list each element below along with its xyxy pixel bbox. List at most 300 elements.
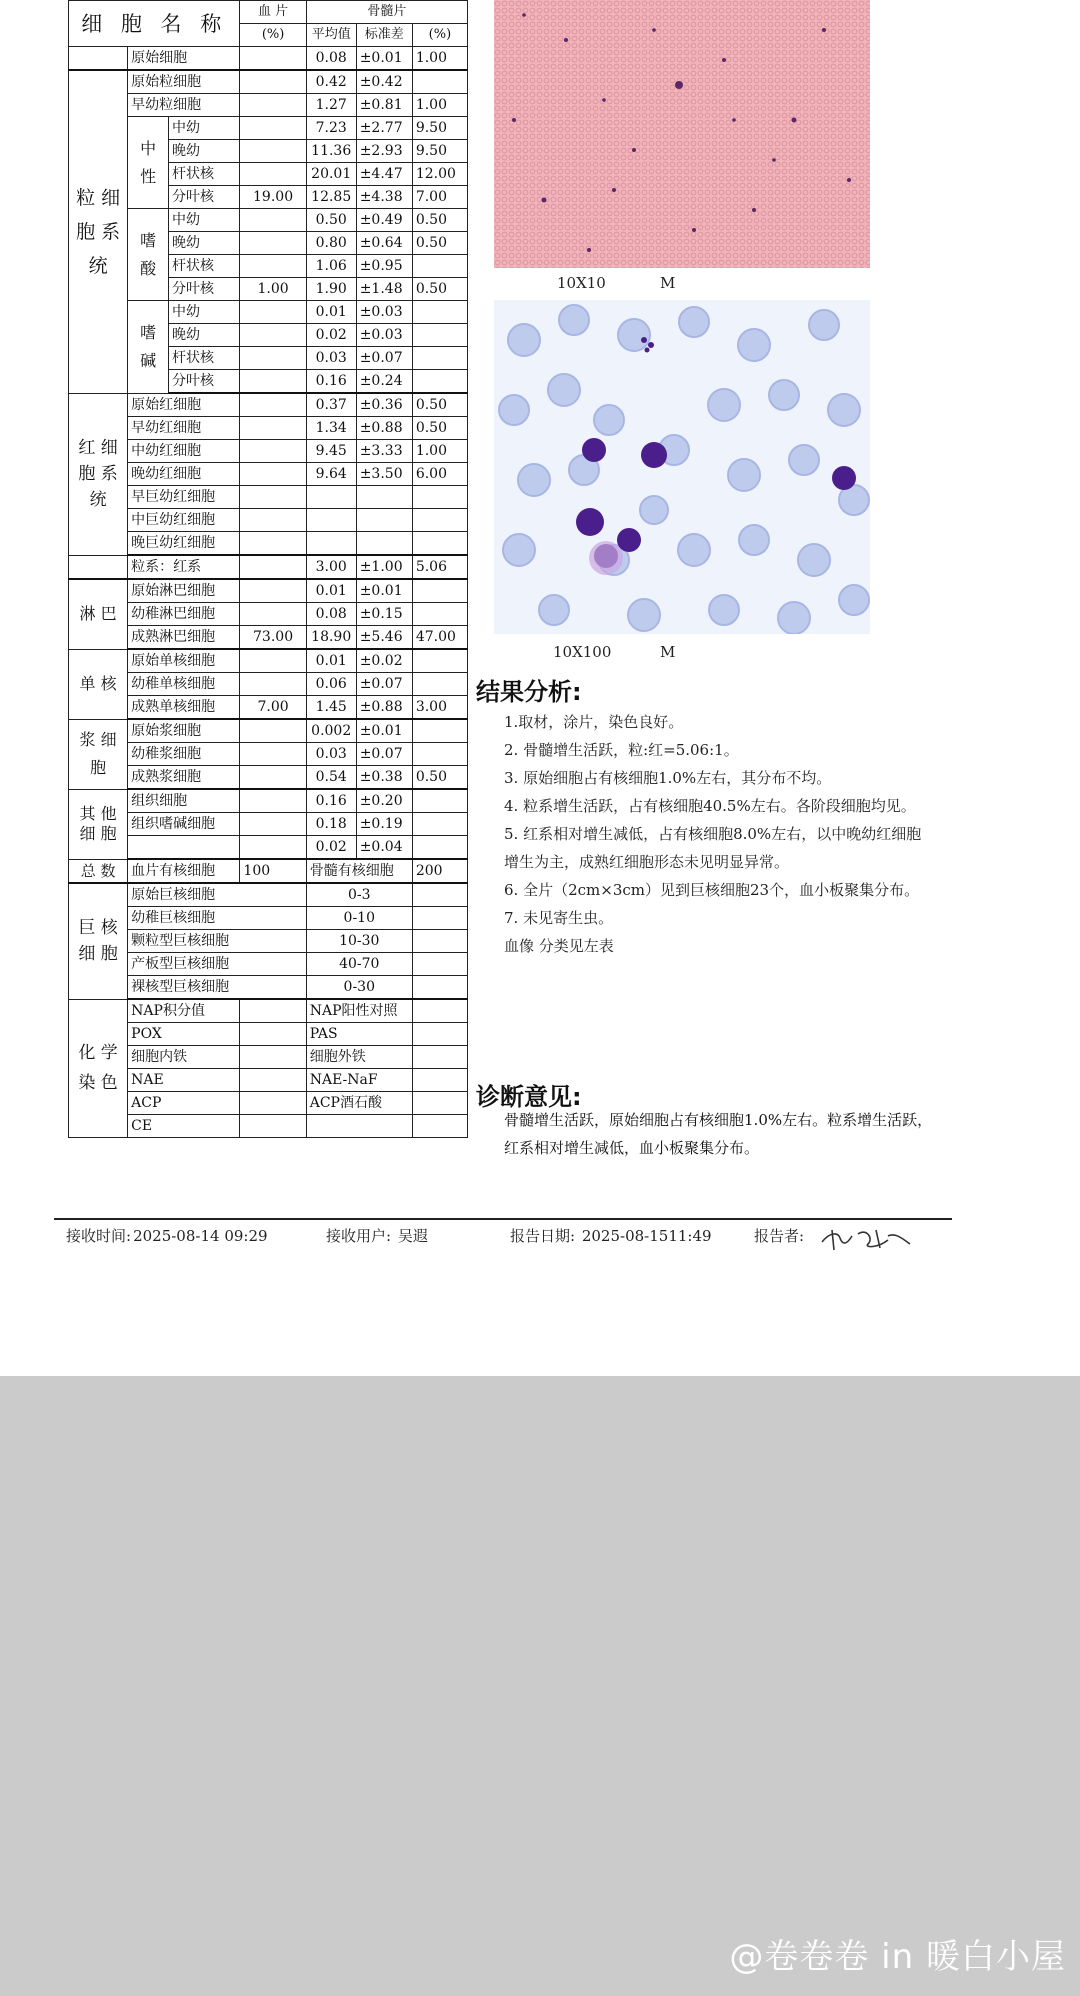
row-blood	[240, 673, 306, 696]
row-blood	[240, 719, 306, 743]
row-pct: 0.50	[412, 417, 467, 440]
row-sd: ±0.01	[356, 47, 412, 71]
row-sd: ±2.93	[356, 140, 412, 163]
stain-name: 细胞外铁	[306, 1046, 412, 1069]
row-name: 晚幼	[168, 140, 239, 163]
stain-value	[412, 1069, 467, 1092]
table-header-row-1	[69, 1, 468, 24]
stain-name: ACP	[128, 1092, 240, 1115]
analysis-line: 3. 原始细胞占有核细胞1.0%左右，其分布不均。	[504, 769, 832, 787]
analysis-line: 血像 分类见左表	[504, 937, 614, 955]
table-row	[69, 626, 468, 650]
row-mean: 0.01	[306, 649, 356, 673]
mega-value	[412, 953, 467, 976]
row-name: 幼稚浆细胞	[128, 743, 240, 766]
mega-range: 40-70	[306, 953, 412, 976]
mega-value	[412, 976, 467, 1000]
table-row	[69, 766, 468, 790]
table-row	[69, 209, 468, 232]
table-row	[69, 117, 468, 140]
row-blood	[240, 555, 306, 579]
row-name: 粒系：红系	[128, 555, 240, 579]
stain-value	[240, 1092, 306, 1115]
row-name: 分叶核	[168, 370, 239, 394]
table-row	[69, 719, 468, 743]
subgroup-neutrophil: 中 性	[128, 117, 169, 209]
row-blood	[240, 766, 306, 790]
mega-range: 0-10	[306, 907, 412, 930]
analysis-line: 1.取材，涂片，染色良好。	[504, 713, 684, 731]
caption-10x100-m: M	[660, 643, 676, 661]
mega-value	[412, 883, 467, 907]
row-pct	[412, 347, 467, 370]
row-sd: ±0.15	[356, 603, 412, 626]
row-pct: 0.50	[412, 278, 467, 301]
row-sd: ±0.07	[356, 743, 412, 766]
stain-value	[240, 1046, 306, 1069]
mega-name: 颗粒型巨核细胞	[128, 930, 307, 953]
row-mean: 0.01	[306, 301, 356, 324]
row-sd: ±0.07	[356, 347, 412, 370]
analysis-title: 结果分析:	[476, 678, 582, 706]
row-mean: 9.64	[306, 463, 356, 486]
group-plasma-cell: 浆 细 胞	[69, 719, 128, 789]
row-name: 早幼红细胞	[128, 417, 240, 440]
stain-name: NAP阳性对照	[306, 999, 412, 1023]
stain-value	[240, 1115, 306, 1138]
row-pct	[412, 813, 467, 836]
row-name: 幼稚淋巴细胞	[128, 603, 240, 626]
row-blood	[240, 417, 306, 440]
row-sd: ±0.03	[356, 324, 412, 347]
row-mean: 11.36	[306, 140, 356, 163]
receive-user-label: 接收用户:	[326, 1227, 392, 1245]
stain-value	[412, 1023, 467, 1046]
footer-report-date	[510, 1225, 712, 1246]
row-pct	[412, 836, 467, 860]
table-row	[69, 976, 468, 1000]
row-pct	[412, 673, 467, 696]
stain-value	[412, 1092, 467, 1115]
row-sd: ±0.81	[356, 94, 412, 117]
row-pct: 5.06	[412, 555, 467, 579]
row-blood	[240, 117, 306, 140]
table-row	[69, 603, 468, 626]
mega-range: 0-3	[306, 883, 412, 907]
row-mean: 0.08	[306, 603, 356, 626]
row-sd: ±1.48	[356, 278, 412, 301]
row-blood	[240, 603, 306, 626]
row-blood	[240, 509, 306, 532]
blank-gray-area	[0, 1376, 1080, 1996]
row-blood: 7.00	[240, 696, 306, 720]
row-mean: 0.80	[306, 232, 356, 255]
row-name: 早巨幼红细胞	[128, 486, 240, 509]
group-chemical-stain: 化 学 染 色	[69, 999, 128, 1138]
row-name: 成熟浆细胞	[128, 766, 240, 790]
micrograph-10x10	[494, 0, 870, 268]
row-sd: ±5.46	[356, 626, 412, 650]
row-blood	[240, 324, 306, 347]
stain-name: ACP酒石酸	[306, 1092, 412, 1115]
row-name: 中幼红细胞	[128, 440, 240, 463]
row-mean: 0.06	[306, 673, 356, 696]
reporter-signature	[818, 1224, 914, 1258]
row-mean: 1.27	[306, 94, 356, 117]
row-pct: 3.00	[412, 696, 467, 720]
row-pct	[412, 70, 467, 94]
micrograph-10x100-drawing	[494, 300, 870, 634]
row-mean: 0.37	[306, 393, 356, 417]
row-sd: ±0.38	[356, 766, 412, 790]
row-name: 杆状核	[168, 255, 239, 278]
group-other-cells: 其 他 细 胞	[69, 789, 128, 859]
total-blood-label: 血片有核细胞	[128, 859, 240, 883]
row-blood	[240, 347, 306, 370]
table-row	[69, 1069, 468, 1092]
row-mean	[306, 509, 356, 532]
footer-reporter	[754, 1225, 804, 1246]
row-mean: 0.16	[306, 370, 356, 394]
row-pct	[412, 579, 467, 603]
row-pct	[412, 486, 467, 509]
row-blood	[240, 70, 306, 94]
row-blood	[240, 813, 306, 836]
group-megakaryocyte: 巨 核 细 胞	[69, 883, 128, 999]
row-sd: ±4.38	[356, 186, 412, 209]
table-row	[69, 532, 468, 556]
row-name: 中巨幼红细胞	[128, 509, 240, 532]
group-cell-empty	[69, 47, 128, 71]
row-name: 原始单核细胞	[128, 649, 240, 673]
stain-name: 细胞内铁	[128, 1046, 240, 1069]
row-sd: ±0.64	[356, 232, 412, 255]
report-date-value: 2025-08-1511:49	[581, 1227, 712, 1245]
mega-name: 原始巨核细胞	[128, 883, 307, 907]
row-name: 分叶核	[168, 186, 239, 209]
group-monocyte: 单 核	[69, 649, 128, 719]
subgroup-eosinophil: 嗜 酸	[128, 209, 169, 301]
row-sd: ±0.01	[356, 719, 412, 743]
stain-value	[412, 999, 467, 1023]
row-mean: 0.002	[306, 719, 356, 743]
table-row	[69, 417, 468, 440]
row-blood	[240, 370, 306, 394]
row-name: 早幼粒细胞	[128, 94, 240, 117]
row-blood: 73.00	[240, 626, 306, 650]
table-row	[69, 953, 468, 976]
row-pct	[412, 324, 467, 347]
mega-name: 裸核型巨核细胞	[128, 976, 307, 1000]
row-mean: 0.50	[306, 209, 356, 232]
row-mean: 9.45	[306, 440, 356, 463]
diagnosis-title: 诊断意见:	[476, 1083, 582, 1111]
row-name: 杆状核	[168, 163, 239, 186]
table-row	[69, 579, 468, 603]
total-marrow-value: 200	[412, 859, 467, 883]
row-mean	[306, 486, 356, 509]
table-row	[69, 94, 468, 117]
subgroup-basophil: 嗜 碱	[128, 301, 169, 394]
row-sd: ±0.20	[356, 789, 412, 813]
row-blood	[240, 649, 306, 673]
analysis-line: 2. 骨髓增生活跃，粒:红=5.06:1。	[504, 741, 739, 759]
micrograph-10x10-drawing	[494, 0, 870, 268]
row-blood	[240, 163, 306, 186]
mega-range: 0-30	[306, 976, 412, 1000]
row-blood	[240, 463, 306, 486]
header-mean: 平均值	[306, 24, 356, 47]
row-blood	[240, 532, 306, 556]
row-blood	[240, 140, 306, 163]
table-row	[69, 789, 468, 813]
analysis-line: 6. 全片（2cm×3cm）见到巨核细胞23个，血小板聚集分布。	[504, 881, 920, 899]
header-pct: (%)	[412, 24, 467, 47]
row-mean: 0.02	[306, 324, 356, 347]
group-total: 总 数	[69, 859, 128, 883]
row-pct	[412, 301, 467, 324]
stain-value	[240, 999, 306, 1023]
table-row-total	[69, 859, 468, 883]
row-pct	[412, 719, 467, 743]
row-pct: 12.00	[412, 163, 467, 186]
total-marrow-label: 骨髓有核细胞	[306, 859, 412, 883]
table-row	[69, 47, 468, 71]
row-mean: 1.90	[306, 278, 356, 301]
row-blood	[240, 579, 306, 603]
table-row	[69, 393, 468, 417]
row-name: 原始浆细胞	[128, 719, 240, 743]
row-mean: 0.16	[306, 789, 356, 813]
row-blood	[240, 789, 306, 813]
table-row	[69, 883, 468, 907]
row-sd: ±2.77	[356, 117, 412, 140]
table-row	[69, 301, 468, 324]
row-mean: 0.02	[306, 836, 356, 860]
row-pct	[412, 255, 467, 278]
row-name: 组织细胞	[128, 789, 240, 813]
row-name: 杆状核	[168, 347, 239, 370]
row-name: 成熟淋巴细胞	[128, 626, 240, 650]
stain-name: NAE-NaF	[306, 1069, 412, 1092]
table-row	[69, 463, 468, 486]
row-pct: 6.00	[412, 463, 467, 486]
row-mean: 20.01	[306, 163, 356, 186]
group-lymphocyte: 淋 巴	[69, 579, 128, 649]
row-sd: ±0.03	[356, 301, 412, 324]
row-pct: 1.00	[412, 47, 467, 71]
row-sd: ±3.33	[356, 440, 412, 463]
row-pct	[412, 789, 467, 813]
reporter-label: 报告者:	[754, 1227, 805, 1245]
row-blood	[240, 836, 306, 860]
row-sd: ±0.01	[356, 579, 412, 603]
row-blood	[240, 393, 306, 417]
row-blood	[240, 255, 306, 278]
row-mean: 0.03	[306, 743, 356, 766]
row-name: 幼稚单核细胞	[128, 673, 240, 696]
row-pct: 1.00	[412, 94, 467, 117]
table-row	[69, 813, 468, 836]
row-sd: ±0.19	[356, 813, 412, 836]
group-granulocyte: 粒 细 胞 系 统	[69, 70, 128, 393]
row-pct: 1.00	[412, 440, 467, 463]
table-row	[69, 555, 468, 579]
row-name: 分叶核	[168, 278, 239, 301]
header-blood: 血 片	[240, 1, 306, 24]
receive-time-label: 接收时间:	[66, 1227, 132, 1245]
table-row	[69, 743, 468, 766]
table-row	[69, 1115, 468, 1138]
row-sd	[356, 532, 412, 556]
row-pct: 0.50	[412, 393, 467, 417]
row-name: 原始粒细胞	[128, 70, 240, 94]
row-mean: 0.54	[306, 766, 356, 790]
row-sd: ±0.95	[356, 255, 412, 278]
row-mean: 3.00	[306, 555, 356, 579]
table-row	[69, 1046, 468, 1069]
row-blood	[240, 232, 306, 255]
stain-value	[240, 1023, 306, 1046]
row-blood	[240, 301, 306, 324]
row-mean	[306, 532, 356, 556]
receive-time-value: 2025-08-14 09:29	[133, 1227, 268, 1245]
row-mean: 1.06	[306, 255, 356, 278]
table-row	[69, 696, 468, 720]
row-blood: 1.00	[240, 278, 306, 301]
mega-name: 产板型巨核细胞	[128, 953, 307, 976]
row-name: 组织嗜碱细胞	[128, 813, 240, 836]
row-pct: 7.00	[412, 186, 467, 209]
row-mean: 0.42	[306, 70, 356, 94]
mega-name: 幼稚巨核细胞	[128, 907, 307, 930]
stain-name: CE	[128, 1115, 240, 1138]
row-blood: 19.00	[240, 186, 306, 209]
row-sd: ±0.88	[356, 696, 412, 720]
row-pct	[412, 743, 467, 766]
row-pct: 9.50	[412, 140, 467, 163]
row-pct: 0.50	[412, 766, 467, 790]
row-blood	[240, 486, 306, 509]
row-sd: ±0.24	[356, 370, 412, 394]
table-row	[69, 673, 468, 696]
row-name	[128, 836, 240, 860]
row-sd	[356, 486, 412, 509]
analysis-list	[504, 708, 934, 960]
row-pct	[412, 509, 467, 532]
row-pct: 47.00	[412, 626, 467, 650]
row-name: 晚幼	[168, 232, 239, 255]
header-cell-name: 细 胞 名 称	[69, 1, 240, 47]
row-sd	[356, 509, 412, 532]
stain-value	[412, 1115, 467, 1138]
header-sd: 标准差	[356, 24, 412, 47]
table-row	[69, 907, 468, 930]
stain-name: NAP积分值	[128, 999, 240, 1023]
report-date-label: 报告日期:	[510, 1227, 576, 1245]
table-row	[69, 440, 468, 463]
group-cell-empty	[69, 555, 128, 579]
stain-name: NAE	[128, 1069, 240, 1092]
row-mean: 0.01	[306, 579, 356, 603]
analysis-line: 5. 红系相对增生减低，占有核细胞8.0%左右，以中晚幼红细胞增生为主，成熟红细胞形态未见明显异常。	[504, 825, 922, 871]
table-row	[69, 836, 468, 860]
table-row	[69, 649, 468, 673]
signature-drawing	[818, 1224, 914, 1254]
cell-count-table	[68, 0, 468, 1138]
row-name: 中幼	[168, 209, 239, 232]
row-pct	[412, 532, 467, 556]
row-pct: 0.50	[412, 209, 467, 232]
row-blood	[240, 440, 306, 463]
stain-value	[240, 1069, 306, 1092]
analysis-line: 7. 未见寄生虫。	[504, 909, 614, 927]
row-blood	[240, 94, 306, 117]
watermark: @卷卷卷 in 暖白小屋	[729, 1937, 1066, 1977]
receive-user-value: 吴遐	[397, 1227, 428, 1245]
row-mean: 1.34	[306, 417, 356, 440]
row-sd: ±0.07	[356, 673, 412, 696]
row-mean: 1.45	[306, 696, 356, 720]
row-pct	[412, 370, 467, 394]
header-blood-unit: (%)	[240, 24, 306, 47]
row-sd: ±3.50	[356, 463, 412, 486]
stain-name	[306, 1115, 412, 1138]
row-name: 晚巨幼红细胞	[128, 532, 240, 556]
table-row	[69, 70, 468, 94]
row-name: 成熟单核细胞	[128, 696, 240, 720]
row-mean: 18.90	[306, 626, 356, 650]
row-name: 原始淋巴细胞	[128, 579, 240, 603]
footer-receive-user	[326, 1225, 428, 1246]
row-blood	[240, 743, 306, 766]
total-blood-value: 100	[240, 859, 306, 883]
row-mean: 12.85	[306, 186, 356, 209]
row-name: 中幼	[168, 117, 239, 140]
table-row	[69, 1023, 468, 1046]
row-name: 晚幼红细胞	[128, 463, 240, 486]
row-pct	[412, 603, 467, 626]
row-sd: ±4.47	[356, 163, 412, 186]
caption-10x100: 10X100	[553, 643, 612, 661]
row-mean: 0.18	[306, 813, 356, 836]
row-pct	[412, 649, 467, 673]
table-row	[69, 999, 468, 1023]
stain-name: PAS	[306, 1023, 412, 1046]
row-mean: 0.03	[306, 347, 356, 370]
row-sd: ±0.88	[356, 417, 412, 440]
row-blood	[240, 47, 306, 71]
analysis-line: 4. 粒系增生活跃，占有核细胞40.5%左右。各阶段细胞均见。	[504, 797, 916, 815]
caption-10x10: 10X10	[557, 274, 606, 292]
row-sd: ±1.00	[356, 555, 412, 579]
table-row	[69, 486, 468, 509]
row-blood	[240, 209, 306, 232]
row-sd: ±0.49	[356, 209, 412, 232]
row-sd: ±0.42	[356, 70, 412, 94]
row-sd: ±0.04	[356, 836, 412, 860]
row-mean: 7.23	[306, 117, 356, 140]
mega-value	[412, 930, 467, 953]
stain-name: POX	[128, 1023, 240, 1046]
row-mean: 0.08	[306, 47, 356, 71]
header-marrow: 骨髓片	[306, 1, 467, 24]
micrograph-10x100	[494, 300, 870, 634]
row-name: 中幼	[168, 301, 239, 324]
row-name: 晚幼	[168, 324, 239, 347]
row-name: 原始红细胞	[128, 393, 240, 417]
row-pct: 0.50	[412, 232, 467, 255]
